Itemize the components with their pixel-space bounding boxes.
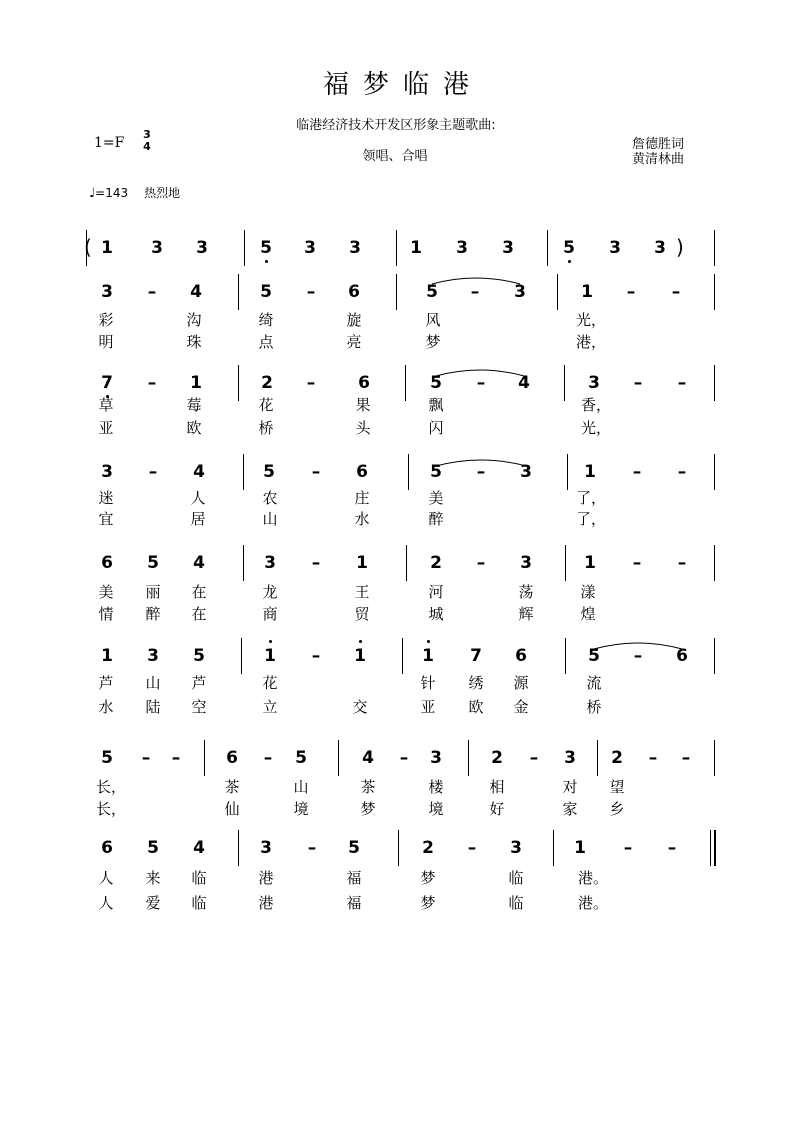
lyric-char: 商 [262,605,278,623]
bar-line [565,545,566,581]
lyric-char: 农 [262,489,278,507]
lyric-char: 港 [258,869,274,887]
note: 5 [193,646,205,666]
lyric-char: 贸 [354,605,370,623]
bar-line [564,365,565,401]
song-title: 福梦临港 [322,70,483,100]
tempo-marking [89,184,180,201]
note: 3 [456,238,468,258]
high-octave-dot [269,640,272,643]
bar-line [547,230,548,266]
lyric-char: 莓 [186,396,202,414]
lyric-char: 好 [489,800,505,818]
lyric-char: 人 [190,489,206,507]
note: 5 [101,748,113,768]
bar-line [243,454,244,490]
note: – [148,462,158,482]
note: 4 [190,282,202,302]
note: 6 [358,373,370,393]
lyric-char: 临 [508,869,524,887]
lyric-char: 境 [428,800,444,818]
lyric-char: 芦 [98,674,114,692]
bar-line [396,230,397,266]
tempo-style: 热烈地 [144,186,181,200]
note: 1 [410,238,422,258]
bar-line [408,454,409,490]
lyric-char: 亮 [346,333,362,351]
lyric-char: 煌 [580,605,596,623]
note: – [263,748,273,768]
note: – [626,282,636,302]
note: 6 [676,646,688,666]
note: – [141,748,151,768]
bar-line [396,274,397,310]
note: 3 [304,238,316,258]
composer-credit: 黄清林曲 [632,152,685,167]
lyric-char: 山 [262,510,278,528]
bar-line [338,740,339,776]
lyric-char: 长， [96,778,127,796]
lyric-char: 沟 [186,311,202,329]
lyric-char: 明 [98,333,114,351]
lyric-char: 草 [98,396,114,414]
lyric-char: 福 [346,894,362,912]
note: 3 [520,553,532,573]
lyric-char: 珠 [186,333,202,351]
key-signature: 1=F [94,135,125,151]
lyric-char: 人 [98,894,114,912]
lyric-char: 爱 [145,894,161,912]
bar-line [714,740,715,776]
note: – [311,553,321,573]
bar-line [710,830,711,866]
open-paren: ( [84,235,92,259]
lyric-char: 王 [354,583,370,601]
note: 1 [354,646,366,666]
note: – [681,748,691,768]
note: – [306,282,316,302]
note: – [671,282,681,302]
note: 1 [101,238,113,258]
lyric-char: 绣 [468,674,484,692]
lyric-char: 针 [420,674,436,692]
lyric-char: 亚 [98,419,114,437]
lyric-char: 立 [262,698,278,716]
tempo-value: =143 [95,186,129,200]
note: – [476,462,486,482]
time-signature-top: 3 [143,128,151,141]
note: 1 [584,462,596,482]
bar-line [243,545,244,581]
time-signature [140,129,154,153]
note: 4 [518,373,530,393]
lyric-char: 楼 [428,778,444,796]
lyric-char: 欧 [468,698,484,716]
lyric-char: 居 [190,510,206,528]
bar-line [406,545,407,581]
bar-line [398,830,399,866]
note: – [677,462,687,482]
note: 2 [261,373,273,393]
lyric-char: 花 [262,674,278,692]
lyric-char: 茶 [360,778,376,796]
note: – [311,646,321,666]
lyric-char: 梦 [420,894,436,912]
lyric-char: 茶 [224,778,240,796]
note: – [677,373,687,393]
low-octave-dot [568,260,571,263]
note: 5 [430,462,442,482]
bar-line [597,740,598,776]
lyric-char: 光， [581,419,612,437]
lyric-char: 迷 [98,489,114,507]
bar-line [468,740,469,776]
note: – [311,462,321,482]
note: – [467,838,477,858]
note: – [399,748,409,768]
bar-line [238,274,239,310]
note: 3 [514,282,526,302]
low-octave-dot [265,260,268,263]
lyric-char: 望 [609,778,625,796]
lyric-char: 城 [428,605,444,623]
lyric-char: 陆 [145,698,161,716]
note: 5 [588,646,600,666]
lyric-char: 空 [191,698,207,716]
lyric-char: 风 [425,311,441,329]
lyric-char: 梦 [360,800,376,818]
close-paren: ) [676,235,684,259]
note: 5 [426,282,438,302]
lyric-char: 美 [98,583,114,601]
note: 5 [260,238,272,258]
lyric-char: 仙 [224,800,240,818]
note: – [476,373,486,393]
note: 3 [264,553,276,573]
bar-line [714,365,715,401]
lyric-char: 漾 [580,583,596,601]
note: – [529,748,539,768]
song-subtitle: 临港经济技术开发区形象主题歌曲: [296,118,496,133]
note: 4 [193,553,205,573]
lyric-char: 龙 [262,583,278,601]
note: 2 [430,553,442,573]
bar-line [714,230,715,266]
lyric-char: 情 [98,605,114,623]
lyric-char: 临 [508,894,524,912]
note: 1 [581,282,593,302]
note: 5 [348,838,360,858]
bar-line [238,830,239,866]
lyric-char: 临 [191,869,207,887]
lyric-char: 家 [562,800,578,818]
lyric-char: 花 [258,396,274,414]
lyric-char: 梦 [425,333,441,351]
note: 5 [430,373,442,393]
note: 5 [147,553,159,573]
note: 2 [611,748,623,768]
lyric-char: 彩 [98,311,114,329]
lyric-char: 闪 [428,419,444,437]
lyric-char: 辉 [518,605,534,623]
note: – [633,646,643,666]
note: 3 [349,238,361,258]
bar-line [567,454,568,490]
note: – [648,748,658,768]
high-octave-dot [359,640,362,643]
lyric-char: 临 [191,894,207,912]
note: 6 [101,553,113,573]
note: 1 [264,646,276,666]
bar-line [714,638,715,674]
bar-line [241,638,242,674]
note: 6 [356,462,368,482]
note: 4 [193,838,205,858]
note: 5 [147,838,159,858]
lyric-char: 了， [576,489,607,507]
note: 3 [430,748,442,768]
lyric-char: 果 [355,396,371,414]
note: 2 [422,838,434,858]
lyric-char: 醉 [145,605,161,623]
lyric-char: 桥 [586,698,602,716]
bar-line [405,365,406,401]
lyric-char: 源 [513,674,529,692]
lyric-char: 河 [428,583,444,601]
note: 4 [193,462,205,482]
note: 1 [101,646,113,666]
lyric-char: 在 [191,583,207,601]
note: 3 [609,238,621,258]
lyric-char: 亚 [420,698,436,716]
note: 1 [574,838,586,858]
lyric-char: 光， [576,311,607,329]
bar-line [553,830,554,866]
lyric-char: 福 [346,869,362,887]
note: 3 [654,238,666,258]
lyric-char: 港， [576,333,607,351]
note: 5 [263,462,275,482]
note: 2 [491,748,503,768]
note: 3 [101,462,113,482]
note: 5 [295,748,307,768]
bar-line [714,274,715,310]
lyric-char: 人 [98,869,114,887]
lyric-char: 芦 [191,674,207,692]
note: – [632,553,642,573]
note: 1 [190,373,202,393]
lyric-char: 水 [354,510,370,528]
lyricist-credit: 詹德胜词 [632,137,685,152]
lyric-char: 乡 [609,800,625,818]
lyric-char: 点 [258,333,274,351]
lyric-char: 流 [586,674,602,692]
note: 6 [515,646,527,666]
lyric-char: 梦 [420,869,436,887]
note: 3 [588,373,600,393]
note: – [171,748,181,768]
note: – [623,838,633,858]
lyric-char: 长， [96,800,127,818]
lyric-char: 宜 [98,510,114,528]
lyric-char: 旋 [346,311,362,329]
lyric-char: 境 [293,800,309,818]
lyric-char: 桥 [258,419,274,437]
note: 6 [101,838,113,858]
final-bar-line [714,830,716,866]
lyric-char: 港 [258,894,274,912]
lyric-char: 香， [581,396,612,414]
high-octave-dot [427,640,430,643]
lyric-char: 丽 [145,583,161,601]
performer-note: 领唱、合唱 [362,149,428,164]
note: 1 [584,553,596,573]
lyric-char: 醉 [428,510,444,528]
lyric-char: 水 [98,698,114,716]
note: – [677,553,687,573]
bar-line [204,740,205,776]
note: – [476,553,486,573]
note: 3 [151,238,163,258]
note: 3 [564,748,576,768]
lyric-char: 了， [576,510,607,528]
bar-line [557,274,558,310]
note: 1 [422,646,434,666]
note: 4 [362,748,374,768]
lyric-char: 相 [489,778,505,796]
quarter-note-icon: ♩ [89,186,96,201]
bar-line [238,365,239,401]
note: – [307,838,317,858]
note: 3 [260,838,272,858]
note: 7 [470,646,482,666]
note: 1 [356,553,368,573]
note: 3 [502,238,514,258]
note: 3 [196,238,208,258]
note: – [633,373,643,393]
lyric-char: 荡 [518,583,534,601]
note: – [632,462,642,482]
lyric-char: 来 [145,869,161,887]
bar-line [402,638,403,674]
lyric-char: 交 [352,698,368,716]
lyric-char: 山 [145,674,161,692]
note: 3 [510,838,522,858]
note: – [667,838,677,858]
lyric-char: 美 [428,489,444,507]
lyric-char: 庄 [354,489,370,507]
lyric-char: 港。 [578,869,609,887]
note: 3 [147,646,159,666]
note: – [306,373,316,393]
lyric-char: 在 [191,605,207,623]
note: – [147,282,157,302]
note: 7 [101,373,113,393]
bar-line [714,545,715,581]
time-signature-bottom: 4 [143,140,151,153]
lyric-char: 港。 [578,894,609,912]
lyric-char: 金 [513,698,529,716]
note: 6 [226,748,238,768]
note: – [147,373,157,393]
lyric-char: 绮 [258,311,274,329]
note: 5 [563,238,575,258]
bar-line [714,454,715,490]
note: 3 [101,282,113,302]
lyric-char: 欧 [186,419,202,437]
lyric-char: 头 [355,419,371,437]
lyric-char: 飘 [428,396,444,414]
note: 3 [520,462,532,482]
note: – [470,282,480,302]
lyric-char: 对 [562,778,578,796]
note: 6 [348,282,360,302]
bar-line [565,638,566,674]
lyric-char: 山 [293,778,309,796]
bar-line [244,230,245,266]
note: 5 [260,282,272,302]
